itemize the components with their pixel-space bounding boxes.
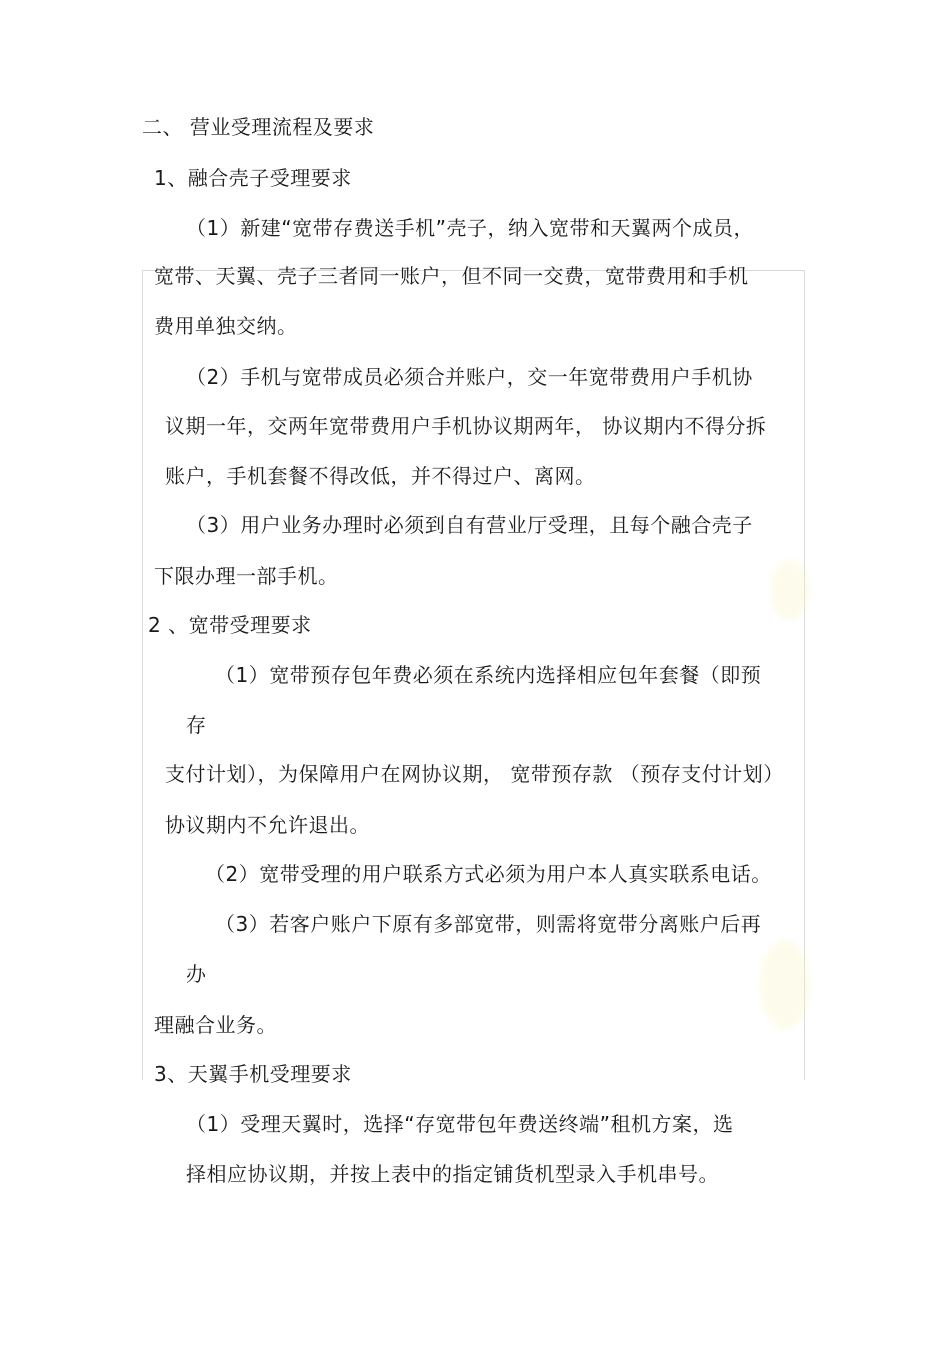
section-heading-procedures: 二、 营业受理流程及要求 [142,115,375,139]
subsection-heading-2: 2 、宽带受理要求 [148,613,312,637]
scan-smudge [770,560,810,620]
scan-smudge [760,940,810,1030]
paragraph-line: （1）宽带预存包年费必须在系统内选择相应包年套餐（即预 [215,663,762,687]
paragraph-line: 费用单独交纳。 [154,314,298,338]
paragraph-line: 下限办理一部手机。 [154,564,339,588]
paragraph-line: （3）若客户账户下原有多部宽带，则需将宽带分离账户后再 [215,912,762,936]
frame-left-border [142,270,143,1080]
paragraph-line: （3）用户业务办理时必须到自有营业厅受理，且每个融合壳子 [186,513,753,537]
paragraph-line: 择相应协议期，并按上表中的指定铺货机型录入手机串号。 [186,1162,719,1186]
paragraph-line: （1）受理天翼时，选择“存宽带包年费送终端”租机方案，选 [186,1112,734,1136]
paragraph-line: 存 [186,713,207,737]
paragraph-line: 宽带、天翼、壳子三者同一账户，但不同一交费，宽带费用和手机 [154,264,749,288]
paragraph-line: 账户，手机套餐不得改低，并不得过户、离网。 [165,464,596,488]
paragraph-line: （2）宽带受理的用户联系方式必须为用户本人真实联系电话。 [205,862,772,886]
paragraph-line: 支付计划），为保障用户在网协议期， 宽带预存款 （预存支付计划） [165,762,784,786]
paragraph-line: 理融合业务。 [154,1013,277,1037]
paragraph-line: 协议期内不允许退出。 [165,813,370,837]
paragraph-line: （1）新建“宽带存费送手机”壳子，纳入宽带和天翼两个成员， [186,216,754,240]
paragraph-line: （2）手机与宽带成员必须合并账户，交一年宽带费用户手机协 [186,365,753,389]
paragraph-line: 办 [186,962,207,986]
subsection-heading-1: 1、融合壳子受理要求 [154,166,352,190]
subsection-heading-3: 3、天翼手机受理要求 [154,1062,352,1086]
paragraph-line: 议期一年，交两年宽带费用户手机协议期两年， 协议期内不得分拆 [165,414,767,438]
